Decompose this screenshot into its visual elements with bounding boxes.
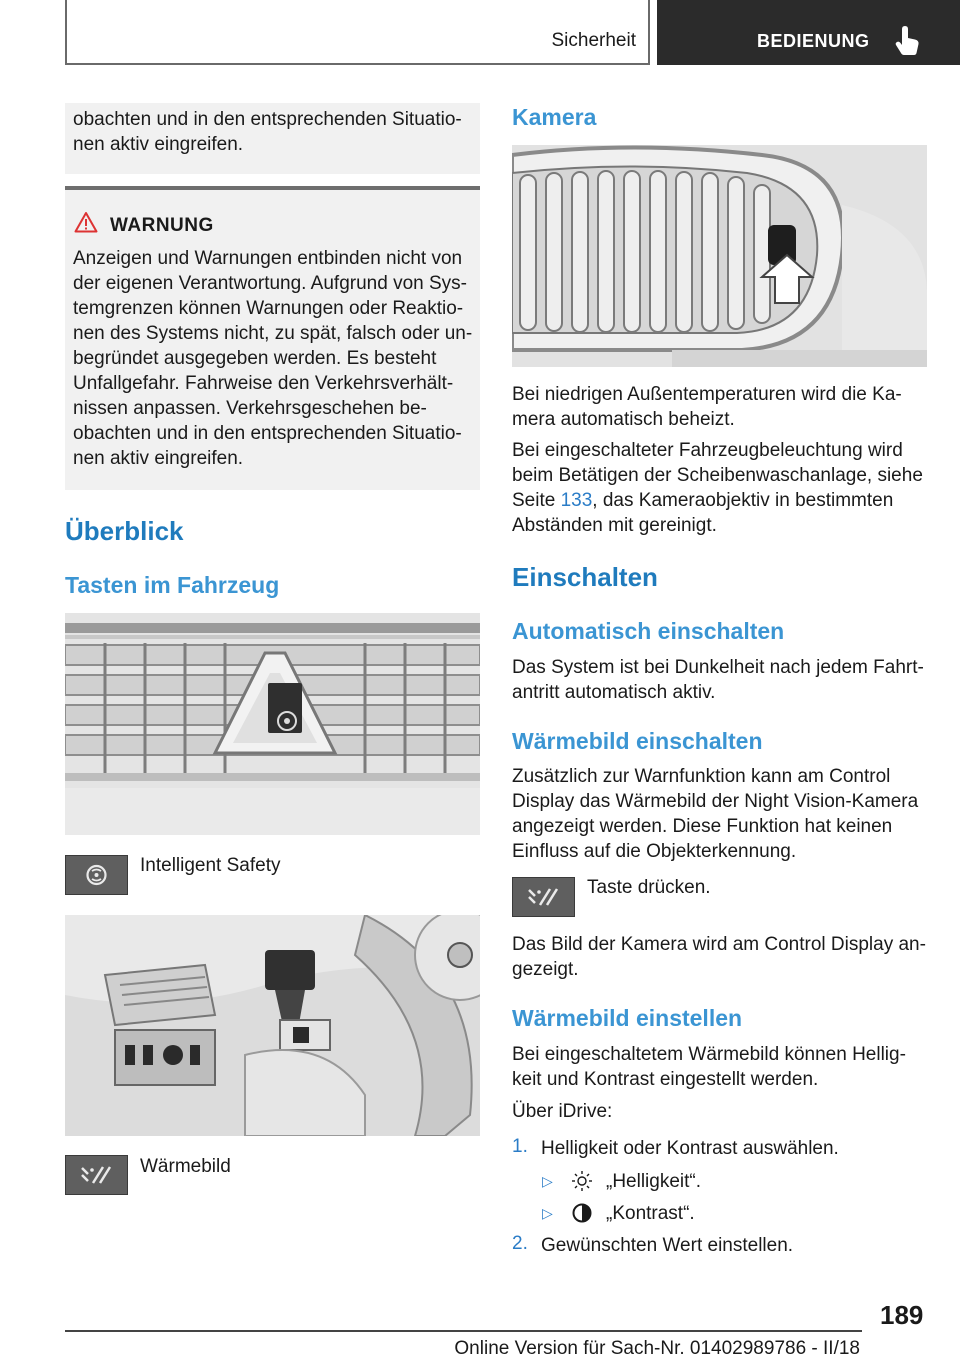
heading-buttons-in-vehicle: Tasten im Fahrzeug — [65, 572, 280, 598]
camera-p1-line-2: mera automatisch beheizt. — [512, 409, 735, 430]
display-line-1: Das Bild der Kamera wird am Control Display an- — [512, 934, 926, 955]
thermal-on-line-3: angezeigt werden. Diese Funktion hat keinen — [512, 816, 893, 837]
warning-line-2: der eigenen Verantwortung. Aufgrund von Sys- — [73, 273, 467, 294]
heading-auto-switch-on: Automatisch einschalten — [512, 618, 785, 644]
intelligent-safety-button-image — [65, 855, 128, 895]
header-section-title: Sicherheit — [551, 30, 636, 51]
sub-bullet-2-text: „Kontrast“. — [606, 1203, 695, 1224]
grille-button-photo — [65, 613, 480, 835]
camera-p2-line-3 — [512, 488, 893, 513]
warning-line-8: obachten und in den entsprechenden Situatio- — [73, 423, 462, 444]
footer-rule — [65, 1330, 862, 1332]
warning-line-5: begründet ausgegeben werden. Es besteht — [73, 348, 437, 369]
camera-p2-line-3-pre: Seite — [512, 490, 561, 511]
thermal-on-line-1: Zusätzlich zur Warnfunktion kann am Control — [512, 766, 891, 787]
heading-overview: Überblick — [65, 516, 184, 546]
warning-title: WARNUNG — [110, 215, 214, 236]
page-number: 189 — [880, 1300, 924, 1330]
heading-camera: Kamera — [512, 104, 597, 130]
sub-bullet-1-text: „Helligkeit“. — [606, 1171, 702, 1192]
via-idrive: Über iDrive: — [512, 1101, 613, 1122]
warning-triangle-icon — [74, 211, 98, 233]
warning-line-1: Anzeigen und Warnungen entbinden nicht von — [73, 248, 463, 269]
press-button-text: Taste drücken. — [587, 877, 711, 898]
thermal-image-label: Wärmebild — [140, 1156, 231, 1177]
night-vision-icon — [513, 878, 574, 916]
thermal-set-line-2: keit und Kontrast eingestellt werden. — [512, 1069, 819, 1090]
warning-line-3: temgrenzen können Warnungen oder Reaktio- — [73, 298, 464, 319]
auto-line-2: antritt automatisch aktiv. — [512, 682, 716, 703]
camera-p2-line-3-post: , das Kameraobjektiv in bestimmten — [592, 490, 894, 511]
step-1-text: Helligkeit oder Kontrast auswählen. — [541, 1138, 839, 1159]
thermal-on-line-2: Display das Wärmebild der Night Vision-Kamera — [512, 791, 919, 812]
warning-line-4: nen des Systems nicht, zu spät, falsch oder un- — [73, 323, 473, 344]
thermal-image-button-image — [65, 1155, 128, 1195]
sub-bullet-1-marker: ▷ — [542, 1173, 553, 1189]
camera-p2-line-4: Abständen mit gereinigt. — [512, 515, 717, 536]
night-vision-icon — [66, 1156, 127, 1194]
intelligent-safety-icon — [66, 856, 127, 894]
footer-online-version: Online Version für Sach-Nr. 01402989786 - II/18 — [454, 1338, 860, 1359]
step-1-number: 1. — [512, 1136, 528, 1157]
camera-kidney-grille-photo — [512, 145, 927, 367]
hand-pointer-icon — [893, 25, 921, 55]
camera-p2-line-2: beim Betätigen der Scheibenwaschanlage, siehe — [512, 465, 923, 486]
step-2-text: Gewünschten Wert einstellen. — [541, 1235, 794, 1256]
continuation-line-2: nen aktiv eingreifen. — [73, 134, 244, 155]
contrast-icon — [571, 1202, 593, 1224]
intelligent-safety-label: Intelligent Safety — [140, 855, 281, 876]
header-tab-label: BEDIENUNG — [757, 31, 870, 51]
night-vision-button-image — [512, 877, 575, 917]
display-line-2: gezeigt. — [512, 959, 579, 980]
heading-thermal-adjust: Wärmebild einstellen — [512, 1005, 743, 1031]
page-133-link[interactable]: 133 — [560, 490, 593, 511]
heading-switch-on: Einschalten — [512, 562, 658, 592]
brightness-icon — [571, 1170, 593, 1192]
warning-line-7: nissen anpassen. Verkehrsgeschehen be- — [73, 398, 427, 419]
camera-p1-line-1: Bei niedrigen Außentemperaturen wird die Ka- — [512, 384, 902, 405]
thermal-set-line-1: Bei eingeschaltetem Wärmebild können Hellig- — [512, 1044, 906, 1065]
auto-line-1: Das System ist bei Dunkelheit nach jedem Fahrt- — [512, 657, 924, 678]
heading-thermal-switch-on: Wärmebild einschalten — [512, 728, 763, 754]
thermal-on-line-4: Einfluss auf die Objekterkennung. — [512, 841, 797, 862]
warning-line-9: nen aktiv eingreifen. — [73, 448, 244, 469]
warning-line-6: Unfallgefahr. Fahrweise den Verkehrsverhält- — [73, 373, 454, 394]
step-2-number: 2. — [512, 1233, 528, 1254]
sub-bullet-2-marker: ▷ — [542, 1205, 553, 1221]
interior-cockpit-photo — [65, 915, 480, 1136]
camera-p2-line-1: Bei eingeschalteter Fahrzeugbeleuchtung wird — [512, 440, 903, 461]
continuation-line-1: obachten und in den entsprechenden Situatio- — [73, 109, 462, 130]
